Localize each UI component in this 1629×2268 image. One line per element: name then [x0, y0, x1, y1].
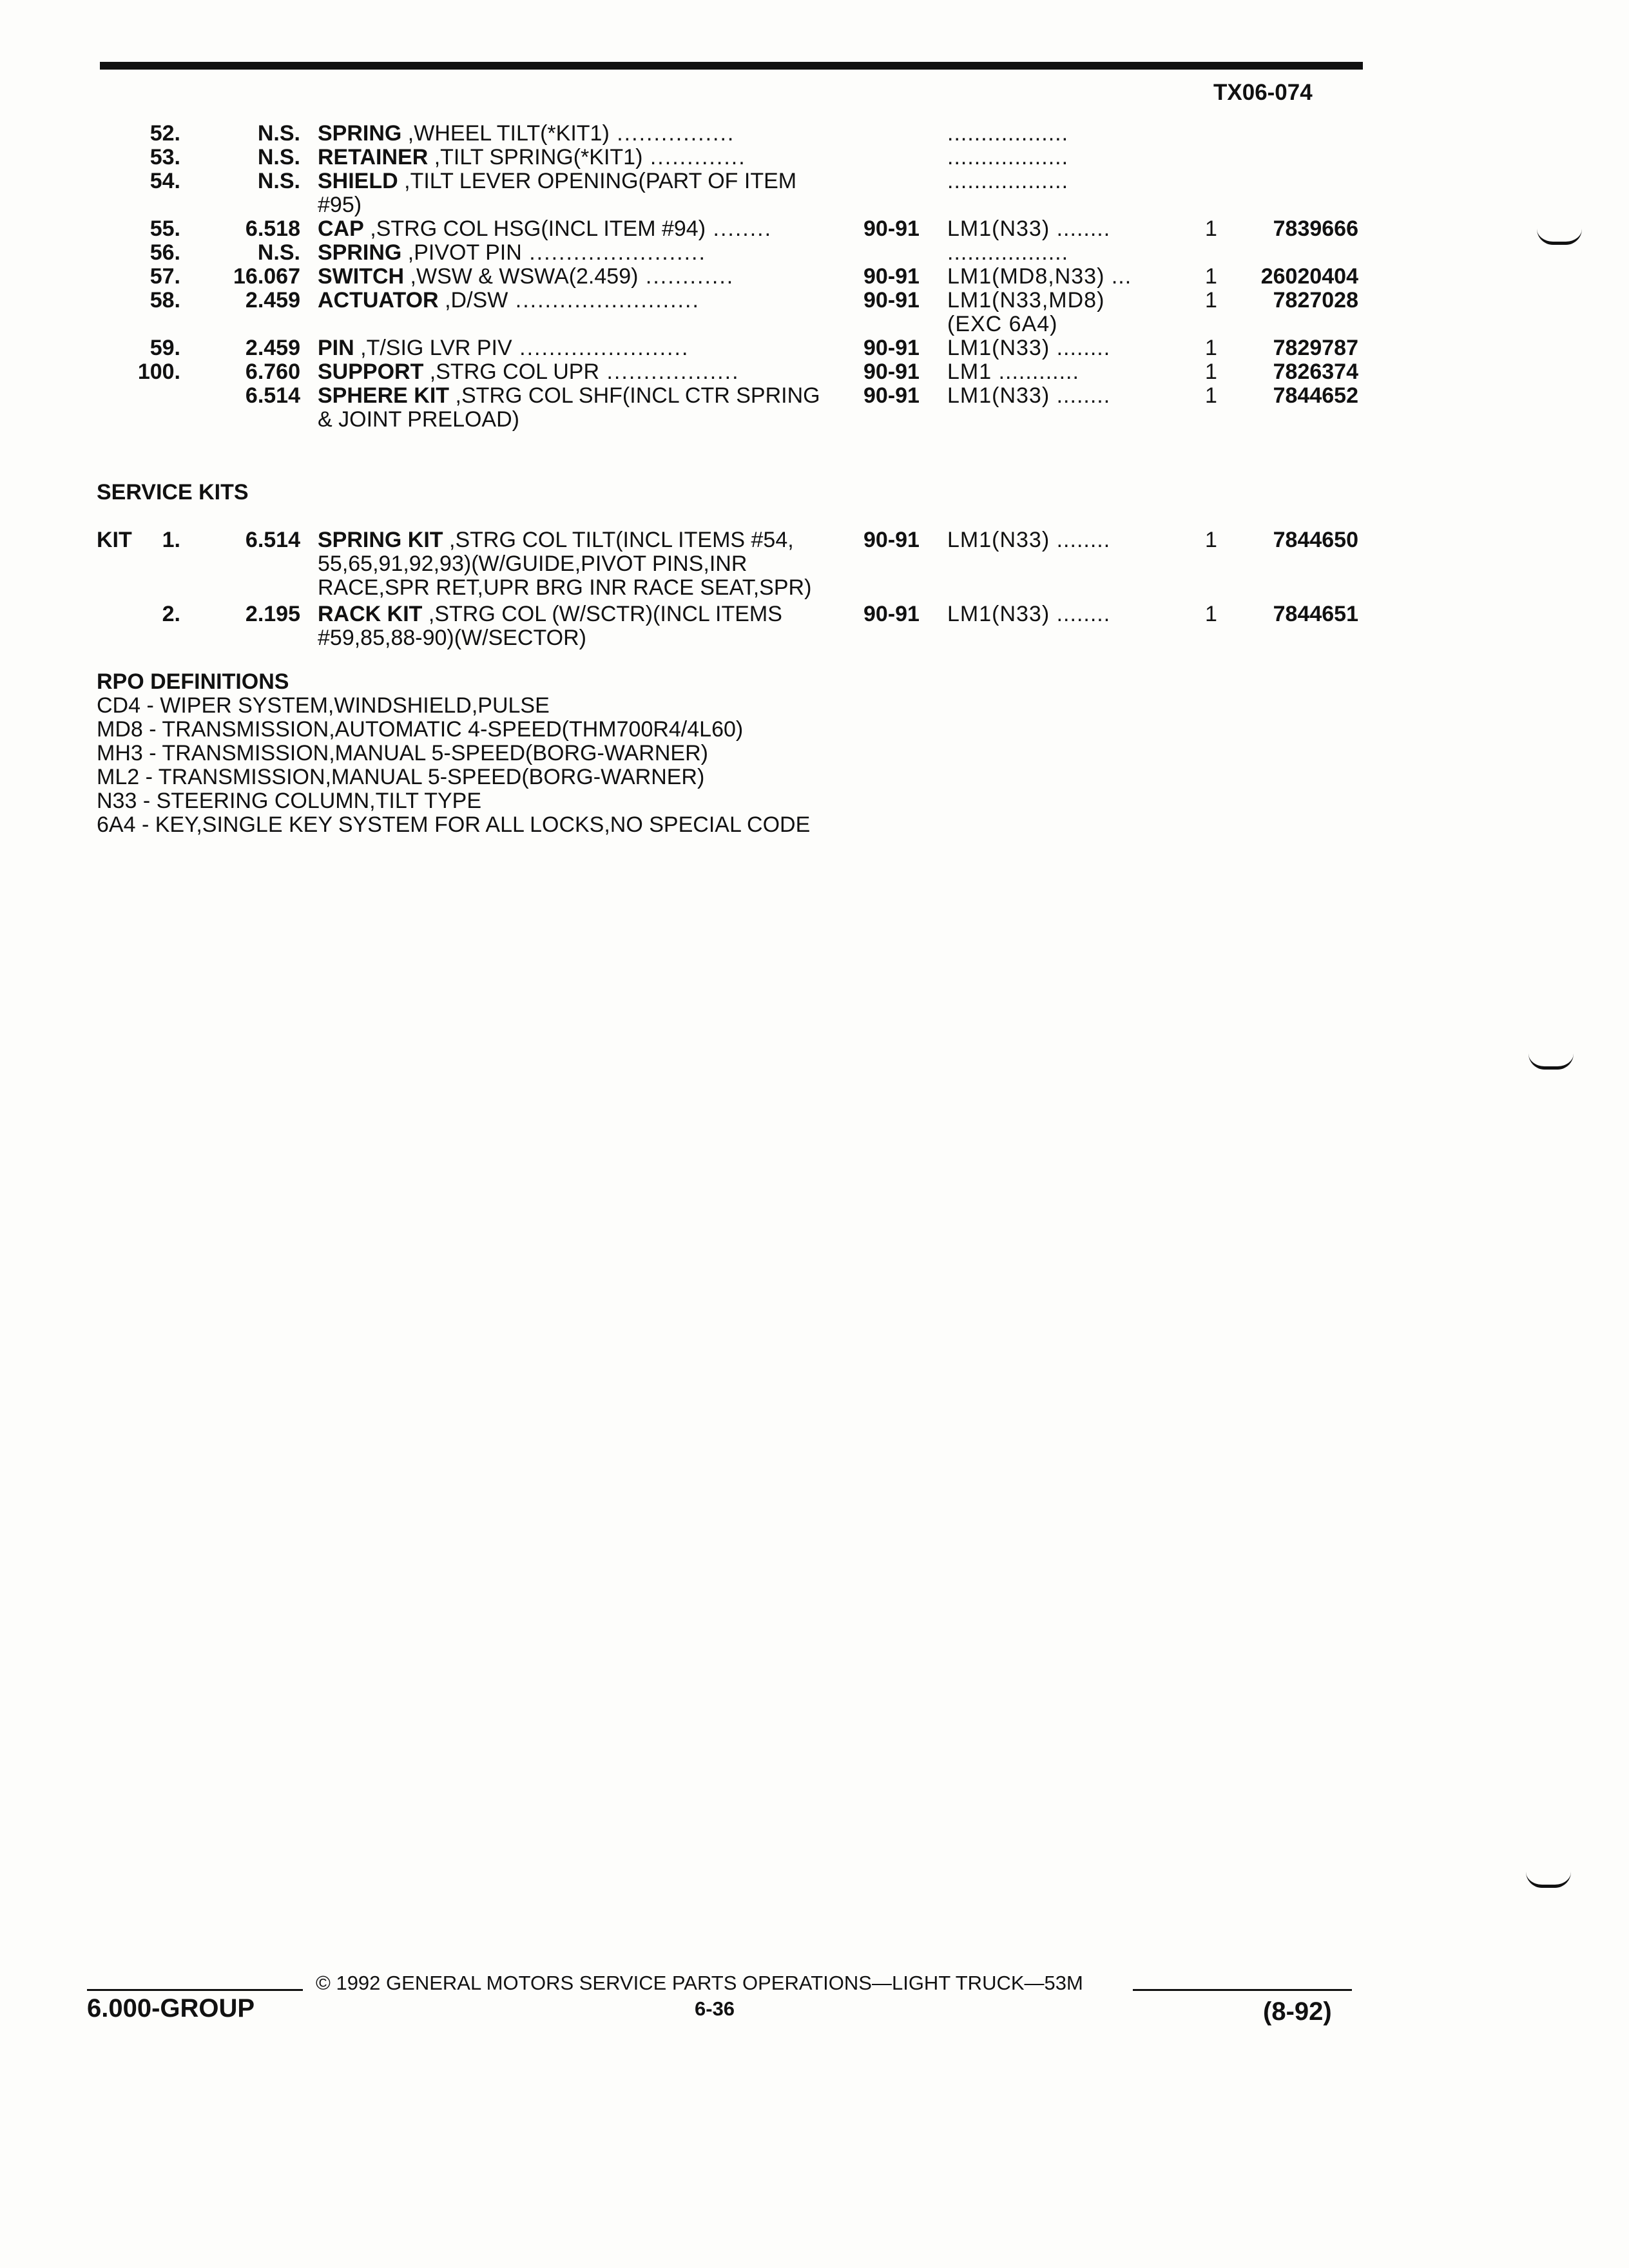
leader-dots: .......................: [512, 336, 689, 360]
application: LM1(MD8,N33) ...: [947, 265, 1132, 289]
part-detail: ,STRG COL SHF(INCL CTR SPRING: [449, 384, 820, 408]
leader-dots: ........................: [521, 241, 706, 265]
part-row: [0, 289, 1629, 312]
description-continuation: [0, 576, 1629, 600]
part-description: [318, 217, 849, 241]
leader-dots: ................: [609, 122, 735, 146]
page-number: 6-36: [695, 1997, 735, 2020]
quantity: 1: [1205, 360, 1217, 384]
part-description: [318, 265, 849, 289]
part-number: 7844652: [1273, 383, 1358, 408]
part-detail: ,TILT LEVER OPENING(PART OF ITEM: [398, 169, 797, 193]
part-description: [318, 169, 849, 193]
part-detail-cont: RACE,SPR RET,UPR BRG INR RACE SEAT,SPR): [318, 576, 812, 600]
part-detail: ,STRG COL (W/SCTR)(INCL ITEMS: [422, 602, 782, 626]
item-number: 57.: [149, 264, 180, 289]
part-number: 7839666: [1273, 216, 1358, 241]
item-number: 53.: [149, 145, 180, 169]
rpo-definition: CD4 - WIPER SYSTEM,WINDSHIELD,PULSE: [97, 693, 550, 718]
group-number: 2.459: [245, 288, 300, 312]
part-name: SHIELD: [318, 169, 398, 193]
group-number: 16.067: [233, 264, 300, 289]
quantity: 1: [1205, 383, 1217, 408]
part-number: 7844650: [1273, 528, 1358, 552]
item-number: 2.: [162, 602, 180, 626]
application: LM1(N33,MD8): [947, 289, 1105, 312]
part-name: PIN: [318, 336, 354, 360]
model-years: 90-91: [863, 528, 920, 552]
part-row: [0, 384, 1629, 408]
group-number: N.S.: [257, 145, 300, 169]
part-name: SPRING: [318, 241, 402, 265]
group-number: 2.195: [245, 602, 300, 626]
part-number: 7844651: [1273, 602, 1358, 626]
kit-row: [0, 602, 1629, 626]
quantity: 1: [1205, 216, 1217, 241]
group-name: 6.000-GROUP: [87, 1994, 255, 2023]
part-name: ACTUATOR: [318, 289, 439, 312]
service-kits-title: SERVICE KITS: [97, 480, 249, 505]
part-detail: ,WHEEL TILT(*KIT1): [401, 122, 610, 146]
kit-row: [0, 528, 1629, 552]
group-number: N.S.: [257, 169, 300, 193]
part-description: [318, 384, 849, 408]
rpo-definition: MH3 - TRANSMISSION,MANUAL 5-SPEED(BORG-WARNER): [97, 741, 708, 765]
part-number: 26020404: [1260, 264, 1358, 289]
part-detail: ,T/SIG LVR PIV: [354, 336, 512, 360]
kit-label: KIT: [97, 528, 132, 552]
group-number: 6.760: [245, 360, 300, 384]
group-number: 2.459: [245, 336, 300, 360]
part-detail: ,D/SW: [438, 289, 508, 312]
copyright: © 1992 GENERAL MOTORS SERVICE PARTS OPERATIONS—LIGHT TRUCK—53M: [316, 1972, 1083, 1994]
part-detail-cont: #95): [318, 193, 362, 217]
part-row: [0, 217, 1629, 241]
model-years: 90-91: [863, 288, 920, 312]
item-number: 54.: [149, 169, 180, 193]
part-name: RETAINER: [318, 146, 429, 169]
application: ..................: [947, 146, 1069, 169]
model-years: 90-91: [863, 383, 920, 408]
model-years: 90-91: [863, 216, 920, 241]
application: LM1(N33) ........: [947, 528, 1111, 552]
application: ..................: [947, 169, 1069, 193]
part-description: [318, 360, 849, 384]
rpo-items: [97, 694, 810, 837]
rpo-definition: N33 - STEERING COLUMN,TILT TYPE: [97, 789, 482, 813]
quantity: 1: [1205, 288, 1217, 312]
rpo-definition: ML2 - TRANSMISSION,MANUAL 5-SPEED(BORG-WARNER): [97, 765, 705, 789]
quantity: 1: [1205, 528, 1217, 552]
application: LM1 ............: [947, 360, 1079, 384]
application-cont: (EXC 6A4): [947, 312, 1058, 336]
part-description: [318, 146, 849, 169]
group-number: 6.514: [245, 383, 300, 408]
part-description: [318, 602, 849, 626]
model-years: 90-91: [863, 360, 920, 384]
application: LM1(N33) ........: [947, 336, 1111, 360]
quantity: 1: [1205, 336, 1217, 360]
part-description: [318, 528, 849, 552]
application: ..................: [947, 241, 1069, 265]
part-detail: ,STRG COL HSG(INCL ITEM #94): [363, 217, 706, 241]
part-row: [0, 336, 1629, 360]
rpo-definition: 6A4 - KEY,SINGLE KEY SYSTEM FOR ALL LOCKS,NO SPECIAL CODE: [97, 812, 811, 837]
part-detail-cont: 55,65,91,92,93)(W/GUIDE,PIVOT PINS,INR: [318, 552, 747, 576]
top-rule: [100, 62, 1363, 70]
part-name: SUPPORT: [318, 360, 424, 384]
rpo-title: RPO DEFINITIONS: [97, 669, 289, 694]
leader-dots: ........: [706, 217, 773, 241]
service-kits-list: [0, 528, 1629, 653]
part-row: [0, 146, 1629, 169]
item-number: 58.: [149, 288, 180, 312]
catalog-code: TX06-074: [1213, 80, 1313, 105]
part-row: [0, 265, 1629, 289]
part-description: [318, 289, 849, 312]
part-number: 7827028: [1273, 288, 1358, 312]
row-spacer: [0, 650, 1629, 653]
description-continuation: [0, 193, 1629, 217]
group-number: N.S.: [257, 121, 300, 146]
group-number: N.S.: [257, 240, 300, 265]
part-name: SPHERE KIT: [318, 384, 450, 408]
model-years: 90-91: [863, 602, 920, 626]
footer-rule-right: [1133, 1989, 1352, 1991]
description-continuation: [0, 626, 1629, 650]
part-row: [0, 241, 1629, 265]
item-number: 56.: [149, 240, 180, 265]
description-continuation: [0, 408, 1629, 432]
part-number: 7826374: [1273, 360, 1358, 384]
rpo-definitions: [97, 670, 810, 837]
part-name: CAP: [318, 217, 364, 241]
part-description: [318, 122, 849, 146]
part-row: [0, 122, 1629, 146]
part-detail: ,STRG COL TILT(INCL ITEMS #54,: [443, 528, 794, 552]
part-detail-cont: #59,85,88-90)(W/SECTOR): [318, 626, 586, 650]
rpo-definition: MD8 - TRANSMISSION,AUTOMATIC 4-SPEED(THM700R4/4L60): [97, 717, 744, 742]
part-detail: ,PIVOT PIN: [401, 241, 522, 265]
model-years: 90-91: [863, 264, 920, 289]
part-detail-cont: & JOINT PRELOAD): [318, 408, 519, 432]
part-row: [0, 169, 1629, 193]
part-detail: ,STRG COL UPR: [423, 360, 600, 384]
group-number: 6.514: [245, 528, 300, 552]
application: ..................: [947, 122, 1069, 146]
parts-list: [0, 122, 1629, 432]
application: LM1(N33) ........: [947, 384, 1111, 408]
item-number: 52.: [149, 121, 180, 146]
leader-dots: ............: [638, 265, 735, 289]
part-name: SWITCH: [318, 265, 405, 289]
item-number: 55.: [149, 216, 180, 241]
item-number: 1.: [162, 528, 180, 552]
part-detail: ,WSW & WSWA(2.459): [404, 265, 639, 289]
binder-hole-mark: [1528, 1053, 1574, 1070]
quantity: 1: [1205, 264, 1217, 289]
quantity: 1: [1205, 602, 1217, 626]
description-continuation: [0, 552, 1629, 576]
application: LM1(N33) ........: [947, 217, 1111, 241]
description-continuation: [0, 312, 1629, 336]
footer-rule-left: [87, 1989, 303, 1991]
part-row: [0, 360, 1629, 384]
application: LM1(N33) ........: [947, 602, 1111, 626]
item-number: 59.: [149, 336, 180, 360]
leader-dots: .........................: [508, 289, 700, 312]
leader-dots: .............: [642, 146, 746, 169]
leader-dots: ..................: [599, 360, 740, 384]
part-number: 7829787: [1273, 336, 1358, 360]
binder-hole-mark: [1526, 1872, 1571, 1888]
part-description: [318, 336, 849, 360]
revision-date: (8-92): [1263, 1997, 1332, 2026]
part-description: [318, 241, 849, 265]
part-name: RACK KIT: [318, 602, 423, 626]
item-number: 100.: [137, 360, 180, 384]
group-number: 6.518: [245, 216, 300, 241]
model-years: 90-91: [863, 336, 920, 360]
part-name: SPRING KIT: [318, 528, 443, 552]
part-name: SPRING: [318, 122, 402, 146]
part-detail: ,TILT SPRING(*KIT1): [428, 146, 643, 169]
